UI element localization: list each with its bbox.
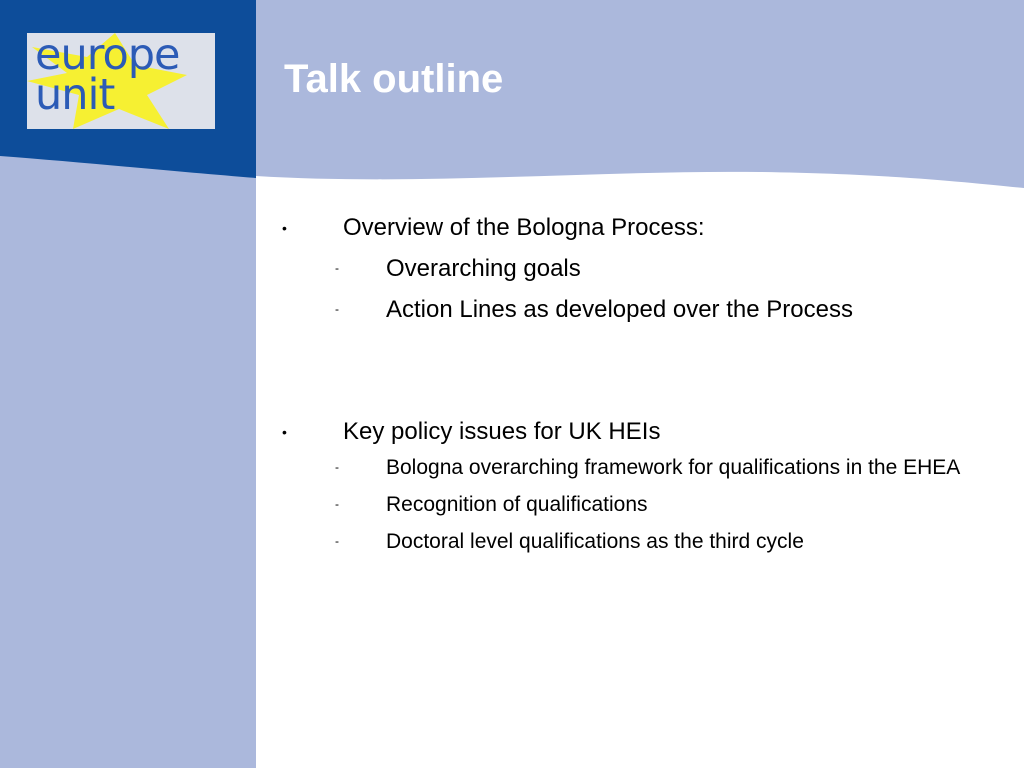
section-gap <box>280 330 980 412</box>
sub-marker: - <box>335 261 339 275</box>
bullet-text: Overview of the Bologna Process: <box>343 214 705 241</box>
sub-item-recognition <box>280 489 980 520</box>
bullet-overview <box>280 208 980 248</box>
slide-title: Talk outline <box>284 57 504 101</box>
bullet-text: Key policy issues for UK HEIs <box>343 418 661 445</box>
bullet-key-policy <box>280 412 980 452</box>
logo-line-1: europe <box>35 33 180 80</box>
sub-marker: - <box>335 534 339 548</box>
sub-item-action-lines <box>280 289 980 330</box>
sub-marker: - <box>335 460 339 474</box>
left-band <box>0 150 256 768</box>
sub-item-text: Doctoral level qualifications as the third cycle <box>386 530 804 553</box>
logo-text <box>35 33 180 120</box>
sub-item-goals <box>280 248 980 289</box>
sub-marker: - <box>335 497 339 511</box>
bullet-marker: • <box>282 424 287 440</box>
logo-line-2: unit <box>35 70 115 120</box>
sub-item-text: Action Lines as developed over the Process <box>386 296 853 323</box>
europe-unit-logo <box>27 33 215 129</box>
bullet-marker: • <box>282 220 287 236</box>
sub-item-text: Recognition of qualifications <box>386 493 648 516</box>
sub-item-text: Bologna overarching framework for qualifications in the EHEA <box>386 456 961 479</box>
slide-content <box>280 208 980 563</box>
sub-item-framework <box>280 452 980 483</box>
sub-item-text: Overarching goals <box>386 255 581 282</box>
sub-marker: - <box>335 302 339 316</box>
sub-item-doctoral <box>280 526 980 557</box>
